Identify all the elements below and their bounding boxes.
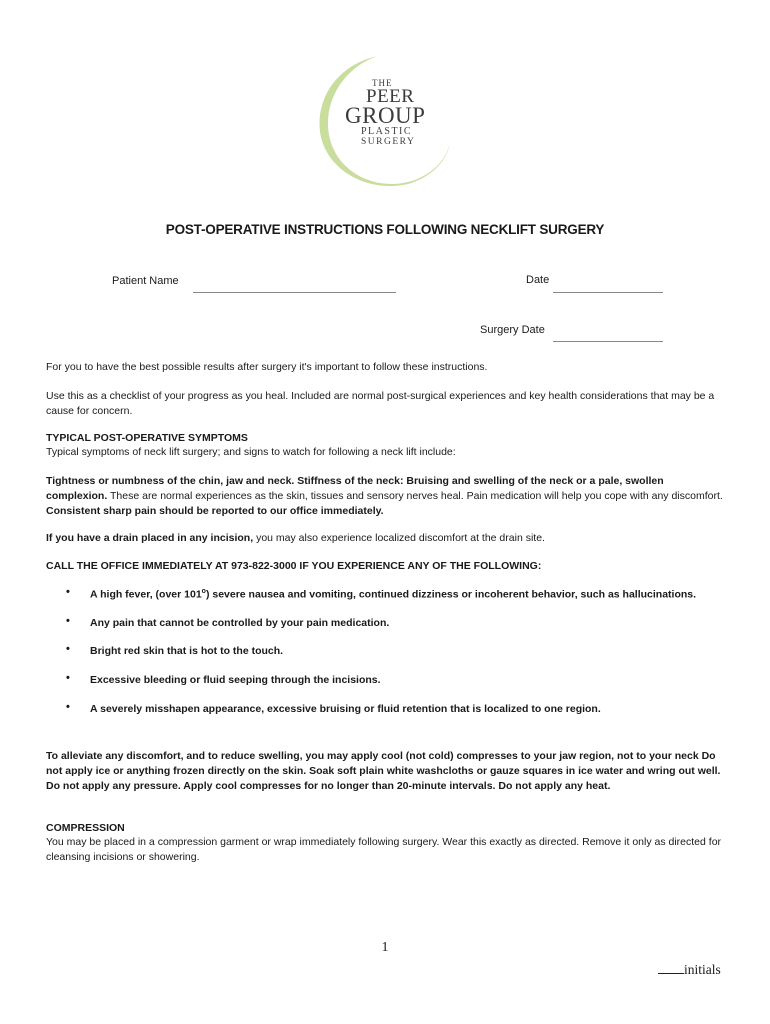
date-label: Date xyxy=(526,274,550,286)
bullet-icon: • xyxy=(66,586,70,598)
fever-text-b: ) severe nausea and vomiting, continued dizziness or incoherent behavior, such as hallucinations. xyxy=(205,588,697,601)
fever-text-a: A high fever, (over 101 xyxy=(90,588,202,601)
logo-the: THE xyxy=(372,78,393,88)
page-number: 1 xyxy=(381,940,389,955)
surgery-date-field[interactable] xyxy=(553,341,663,342)
warning-text: Excessive bleeding or fluid seeping through the incisions. xyxy=(90,674,381,686)
logo-group: GROUP xyxy=(345,103,426,128)
symptoms-heading: TYPICAL POST-OPERATIVE SYMPTOMS xyxy=(46,432,248,444)
symptoms-detail xyxy=(46,474,726,519)
bullet-icon: • xyxy=(66,701,70,713)
drain-paragraph xyxy=(46,531,726,546)
degree-mark: o xyxy=(201,588,206,595)
logo-plastic: PLASTIC xyxy=(361,126,413,137)
drain-bold: If you have a drain placed in any incision, xyxy=(46,532,254,544)
warning-text: Any pain that cannot be controlled by your pain medication. xyxy=(90,617,390,629)
initials-blank xyxy=(658,962,684,974)
alleviate-paragraph: To alleviate any discomfort, and to reduce swelling, you may apply cool (not cold) compresses to your jaw region, not to your neck Do not apply ice or anything frozen directly on the skin. Soak soft plain white washcloths or gauze squares in ice water and wring out well. Do not apply any pressure. Apply cool compresses for no longer than 20-minute intervals. Do not apply any heat. xyxy=(46,750,721,792)
date-field[interactable] xyxy=(553,292,663,293)
warning-text: A severely misshapen appearance, excessive bruising or fluid retention that is localized to one region. xyxy=(90,703,601,715)
symptoms-consistent-text: Consistent sharp pain should be reported to our office immediately. xyxy=(46,505,384,517)
compression-text: You may be placed in a compression garment or wrap immediately following surgery. Wear this exactly as directed. Remove it only as directed for cleansing incisions or showering. xyxy=(46,836,722,863)
checklist-paragraph: Use this as a checklist of your progress as you heal. Included are normal post-surgical experiences and key health considerations that may be a cause for concern. xyxy=(46,390,715,417)
bullet-icon: • xyxy=(66,672,70,684)
initials-label: initials xyxy=(684,962,721,977)
call-office-heading: CALL THE OFFICE IMMEDIATELY AT 973-822-3000 IF YOU EXPERIENCE ANY OF THE FOLLOWING: xyxy=(46,560,542,572)
warning-text: Bright red skin that is hot to the touch. xyxy=(90,645,284,657)
patient-name-field[interactable] xyxy=(193,292,396,293)
patient-name-label: Patient Name xyxy=(112,275,179,287)
document-title: POST-OPERATIVE INSTRUCTIONS FOLLOWING NECKLIFT SURGERY xyxy=(165,222,605,237)
peer-group-logo xyxy=(300,50,470,195)
intro-paragraph: For you to have the best possible results after surgery it's important to follow these instructions. xyxy=(46,361,488,373)
symptoms-subheading: Typical symptoms of neck lift surgery; and signs to watch for following a neck lift include: xyxy=(46,446,456,458)
logo-surgery: SURGERY xyxy=(361,137,416,147)
drain-normal: you may also experience localized discomfort at the drain site. xyxy=(256,532,545,544)
symptoms-normal-text: These are normal experiences as the skin, tissues and sensory nerves heal. Pain medication will help you cope with any discomfort. xyxy=(110,490,723,502)
logo-peer: PEER xyxy=(366,86,415,107)
symptoms-bold-line: Tightness or numbness of the chin, jaw and neck. Stiffness of the neck: Bruising and swelling of the neck or a pale, swollen complexion. xyxy=(46,475,664,502)
bullet-icon: • xyxy=(66,615,70,627)
initials-field[interactable] xyxy=(658,962,721,978)
bullet-icon: • xyxy=(66,643,70,655)
compression-heading: COMPRESSION xyxy=(46,822,125,834)
surgery-date-label: Surgery Date xyxy=(480,324,545,336)
